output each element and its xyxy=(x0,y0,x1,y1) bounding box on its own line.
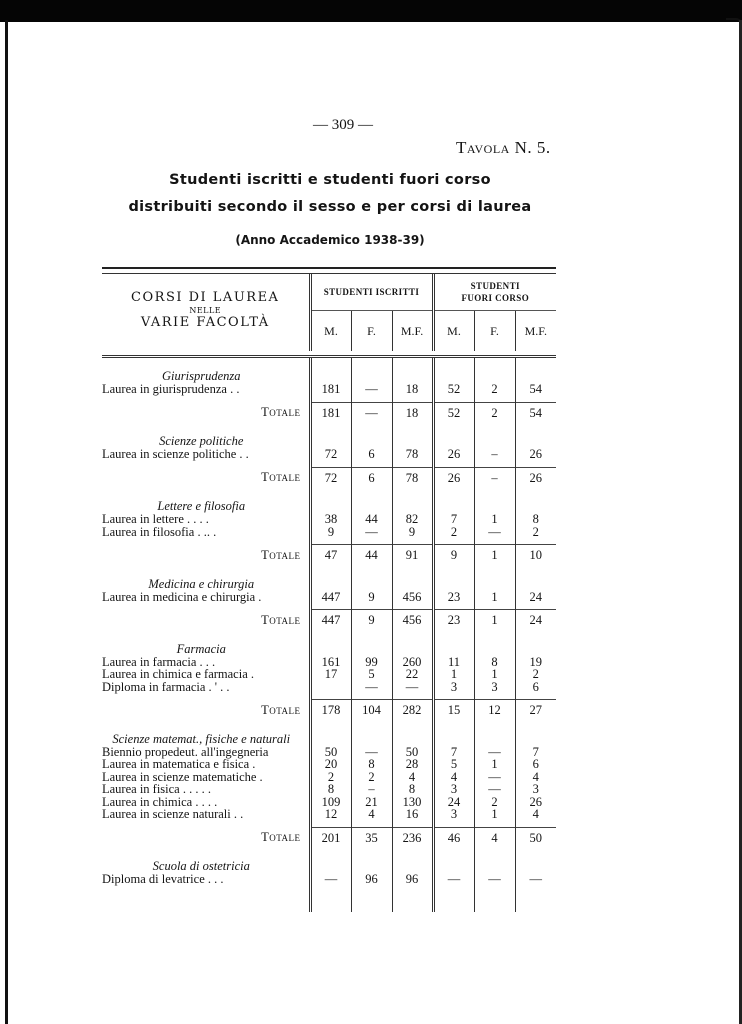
course-label: Laurea in farmacia . . . xyxy=(102,654,216,669)
value-cell: 16 xyxy=(392,808,433,821)
header-iscritti-f: F. xyxy=(351,311,392,352)
table-row xyxy=(102,668,556,681)
value-cell: 4 xyxy=(515,771,556,784)
value-cell: 3 xyxy=(433,681,474,694)
value-cell: — xyxy=(310,873,351,886)
page-title-line2: distribuiti secondo il sesso e per corsi di laurea xyxy=(128,199,532,215)
value-cell: 1 xyxy=(474,668,515,681)
value-cell xyxy=(310,681,351,694)
spacer-label xyxy=(102,566,310,578)
value-cell: 21 xyxy=(351,796,392,809)
empty-cell xyxy=(515,488,556,500)
value-cell: 20 xyxy=(310,758,351,771)
empty-cell xyxy=(474,733,515,746)
value-cell: 12 xyxy=(310,808,351,821)
table-row xyxy=(102,591,556,604)
value-cell: 8 xyxy=(351,758,392,771)
totale-cell: 9 xyxy=(433,545,474,566)
empty-cell xyxy=(351,488,392,500)
empty-cell xyxy=(351,733,392,746)
header-studenti-iscritti: STUDENTI ISCRITTI xyxy=(310,274,433,311)
section-title: Lettere e filosofia xyxy=(157,499,246,513)
value-cell: 78 xyxy=(392,448,433,461)
header-iscritti-mf: M.F. xyxy=(392,311,433,352)
course-label: Laurea in lettere . . . . xyxy=(102,512,209,526)
value-cell: 4 xyxy=(515,808,556,821)
value-cell: 7 xyxy=(515,746,556,759)
empty-cell xyxy=(392,848,433,860)
totale-cell: 27 xyxy=(515,700,556,721)
course-label: Laurea in medicina e chirurgia . xyxy=(102,589,262,604)
value-cell: 4 xyxy=(351,808,392,821)
totale-row xyxy=(102,402,556,423)
empty-cell xyxy=(310,566,351,578)
value-cell: 2 xyxy=(515,668,556,681)
table-tail xyxy=(102,886,556,912)
value-cell: 456 xyxy=(392,591,433,604)
empty-cell xyxy=(310,733,351,746)
table-row xyxy=(102,783,556,796)
value-cell: 28 xyxy=(392,758,433,771)
totale-cell: 50 xyxy=(515,827,556,848)
value-cell: — xyxy=(474,783,515,796)
value-cell: 1 xyxy=(474,513,515,526)
value-cell: 11 xyxy=(433,656,474,669)
value-cell: 8 xyxy=(515,513,556,526)
table-row xyxy=(102,383,556,396)
value-cell: 22 xyxy=(392,668,433,681)
section-title: Scuola di ostetricia xyxy=(152,859,250,873)
value-cell: – xyxy=(351,783,392,796)
empty-cell xyxy=(392,721,433,733)
totale-cell: 201 xyxy=(310,827,351,848)
course-label: Laurea in scienze politiche . . xyxy=(102,447,249,461)
totale-cell: 282 xyxy=(392,700,433,721)
totale-cell: 18 xyxy=(392,402,433,423)
header-iscritti-m: M. xyxy=(310,311,351,352)
totale-cell: 9 xyxy=(351,610,392,631)
top-rule xyxy=(102,267,556,274)
value-cell: 2 xyxy=(474,383,515,396)
header-label-line3: VARIE FACOLTÀ xyxy=(140,315,270,330)
header-fuori-mf: M.F. xyxy=(515,311,556,352)
value-cell: 3 xyxy=(515,783,556,796)
value-cell: 19 xyxy=(515,656,556,669)
value-cell: – xyxy=(474,448,515,461)
empty-cell xyxy=(515,643,556,656)
scan-top-border xyxy=(0,0,742,22)
totale-row xyxy=(102,467,556,488)
value-cell: 6 xyxy=(515,758,556,771)
course-label: Biennio propedeut. all'ingegneria xyxy=(102,744,269,759)
section-title: Medicina e chirurgia xyxy=(148,576,255,591)
spacer-row xyxy=(102,357,556,371)
spacer-row xyxy=(102,566,556,578)
totale-row xyxy=(102,827,556,848)
value-cell: 82 xyxy=(392,513,433,526)
totale-cell: 15 xyxy=(433,700,474,721)
value-cell: 5 xyxy=(433,758,474,771)
totale-label: Totale xyxy=(261,612,301,627)
course-label: Laurea in fisica . . . . . xyxy=(102,782,211,796)
totale-label: Totale xyxy=(261,405,301,419)
value-cell: — xyxy=(474,746,515,759)
value-cell: — xyxy=(515,873,556,886)
empty-cell xyxy=(433,423,474,435)
empty-cell xyxy=(351,357,392,371)
empty-cell xyxy=(392,423,433,435)
table-row xyxy=(102,526,556,539)
empty-cell xyxy=(310,578,351,591)
value-cell: 6 xyxy=(351,448,392,461)
empty-cell xyxy=(433,643,474,656)
totale-cell: 26 xyxy=(515,467,556,488)
totale-cell: – xyxy=(474,467,515,488)
empty-cell xyxy=(351,631,392,643)
totale-cell: 91 xyxy=(392,545,433,566)
section-title: Scienze politiche xyxy=(159,434,244,448)
totale-cell: 72 xyxy=(310,467,351,488)
course-label: Laurea in filosofia . .. . xyxy=(102,524,217,539)
value-cell: 99 xyxy=(351,656,392,669)
empty-cell xyxy=(392,578,433,591)
value-cell: — xyxy=(351,681,392,694)
empty-cell xyxy=(310,643,351,656)
spacer-label xyxy=(102,631,310,643)
value-cell: 447 xyxy=(310,591,351,604)
totale-cell: 1 xyxy=(474,545,515,566)
spacer-label xyxy=(102,721,310,733)
totale-cell: 52 xyxy=(433,402,474,423)
course-label: Laurea in giurisprudenza . . xyxy=(102,382,240,396)
totale-cell: 1 xyxy=(474,610,515,631)
section-title-row xyxy=(102,578,556,591)
totale-cell: 23 xyxy=(433,610,474,631)
value-cell: 17 xyxy=(310,668,351,681)
totale-cell: 178 xyxy=(310,700,351,721)
value-cell: — xyxy=(474,771,515,784)
empty-cell xyxy=(474,357,515,371)
value-cell: 24 xyxy=(433,796,474,809)
table-number: Tavola N. 5. xyxy=(456,138,551,157)
value-cell: 2 xyxy=(310,771,351,784)
totale-row xyxy=(102,610,556,631)
page-subtitle: (Anno Accademico 1938-39) xyxy=(235,233,425,247)
totale-cell: 456 xyxy=(392,610,433,631)
empty-cell xyxy=(433,566,474,578)
empty-cell xyxy=(351,643,392,656)
value-cell: 161 xyxy=(310,656,351,669)
totale-cell: — xyxy=(351,402,392,423)
header-fuori-f: F. xyxy=(474,311,515,352)
empty-cell xyxy=(392,566,433,578)
scan-left-edge xyxy=(5,20,8,1024)
empty-cell xyxy=(392,631,433,643)
empty-cell xyxy=(351,886,392,912)
totale-cell: 10 xyxy=(515,545,556,566)
value-cell: 1 xyxy=(474,808,515,821)
table-row xyxy=(102,758,556,771)
spacer-row xyxy=(102,631,556,643)
value-cell: 96 xyxy=(392,873,433,886)
empty-cell xyxy=(310,423,351,435)
course-label: Laurea in scienze matematiche . xyxy=(102,769,263,784)
empty-cell xyxy=(433,488,474,500)
value-cell: 8 xyxy=(310,783,351,796)
empty-cell xyxy=(515,631,556,643)
spacer-label xyxy=(102,357,310,371)
header-fuori-corso-line2: FUORI CORSO xyxy=(461,293,530,303)
totale-row xyxy=(102,700,556,721)
empty-cell xyxy=(474,578,515,591)
table-row xyxy=(102,513,556,526)
empty-cell xyxy=(474,488,515,500)
value-cell: — xyxy=(351,526,392,539)
table-row xyxy=(102,808,556,821)
empty-cell xyxy=(392,488,433,500)
empty-cell xyxy=(515,423,556,435)
empty-cell xyxy=(310,357,351,371)
empty-cell xyxy=(392,357,433,371)
value-cell: 96 xyxy=(351,873,392,886)
value-cell: 1 xyxy=(474,758,515,771)
totale-cell: 447 xyxy=(310,610,351,631)
empty-cell xyxy=(433,578,474,591)
empty-cell xyxy=(433,631,474,643)
totale-cell: 78 xyxy=(392,467,433,488)
course-label: Laurea in matematica e fisica . xyxy=(102,757,256,771)
empty-cell xyxy=(515,721,556,733)
empty-cell xyxy=(351,566,392,578)
value-cell: 38 xyxy=(310,513,351,526)
value-cell: 7 xyxy=(433,746,474,759)
empty-cell xyxy=(474,566,515,578)
value-cell: 2 xyxy=(433,526,474,539)
value-cell: 3 xyxy=(474,681,515,694)
totale-cell: 4 xyxy=(474,827,515,848)
empty-cell xyxy=(351,423,392,435)
header-fuori-m: M. xyxy=(433,311,474,352)
course-label: Laurea in chimica e farmacia . xyxy=(102,667,254,681)
value-cell: 4 xyxy=(392,771,433,784)
empty-cell xyxy=(310,886,351,912)
totale-cell: 44 xyxy=(351,545,392,566)
value-cell: 260 xyxy=(392,656,433,669)
value-cell: 4 xyxy=(433,771,474,784)
value-cell: 72 xyxy=(310,448,351,461)
value-cell: 3 xyxy=(433,783,474,796)
totale-cell: 26 xyxy=(433,467,474,488)
totale-cell: 24 xyxy=(515,610,556,631)
totale-cell: 2 xyxy=(474,402,515,423)
value-cell: 52 xyxy=(433,383,474,396)
value-cell: 24 xyxy=(515,591,556,604)
empty-cell xyxy=(474,631,515,643)
value-cell: — xyxy=(392,681,433,694)
section-title-row xyxy=(102,643,556,656)
value-cell: 6 xyxy=(515,681,556,694)
totale-cell: 54 xyxy=(515,402,556,423)
value-cell: — xyxy=(474,526,515,539)
header-fuori-corso xyxy=(433,274,556,311)
value-cell: 26 xyxy=(433,448,474,461)
course-label: Laurea in chimica . . . . xyxy=(102,794,218,809)
empty-cell xyxy=(351,578,392,591)
totale-cell: 236 xyxy=(392,827,433,848)
totale-label: Totale xyxy=(261,470,301,484)
value-cell: 50 xyxy=(310,746,351,759)
value-cell: 9 xyxy=(310,526,351,539)
empty-cell xyxy=(433,886,474,912)
totale-cell: 104 xyxy=(351,700,392,721)
value-cell: — xyxy=(474,873,515,886)
section-title: Scienze matemat., fisiche e naturali xyxy=(112,731,291,746)
totale-cell: 6 xyxy=(351,467,392,488)
value-cell: 3 xyxy=(433,808,474,821)
value-cell: 8 xyxy=(474,656,515,669)
table-body xyxy=(102,357,556,912)
value-cell: 9 xyxy=(351,591,392,604)
value-cell: 8 xyxy=(392,783,433,796)
empty-cell xyxy=(310,721,351,733)
value-cell: — xyxy=(351,383,392,396)
statistics-table xyxy=(102,274,556,912)
course-label: Laurea in scienze naturali . . xyxy=(102,807,244,821)
empty-cell xyxy=(515,578,556,591)
empty-cell xyxy=(310,848,351,860)
totale-label: Totale xyxy=(261,830,301,844)
empty-cell xyxy=(474,886,515,912)
empty-cell xyxy=(474,848,515,860)
empty-cell xyxy=(392,643,433,656)
value-cell: 50 xyxy=(392,746,433,759)
value-cell: 181 xyxy=(310,383,351,396)
totale-cell: 12 xyxy=(474,700,515,721)
value-cell: — xyxy=(351,746,392,759)
page-number: — 309 — xyxy=(313,117,373,133)
empty-cell xyxy=(351,721,392,733)
header-course-label xyxy=(102,274,310,351)
table-row xyxy=(102,873,556,886)
empty-cell xyxy=(474,423,515,435)
value-cell: 54 xyxy=(515,383,556,396)
totale-label: Totale xyxy=(261,702,301,717)
header-fuori-corso-line1: STUDENTI xyxy=(470,281,520,291)
value-cell: 2 xyxy=(515,526,556,539)
totale-cell: 181 xyxy=(310,402,351,423)
empty-cell xyxy=(515,733,556,746)
empty-cell xyxy=(351,848,392,860)
empty-cell xyxy=(474,721,515,733)
section-title: Farmacia xyxy=(176,641,226,656)
empty-cell xyxy=(515,886,556,912)
empty-cell xyxy=(433,721,474,733)
value-cell: 26 xyxy=(515,448,556,461)
header-label-line1: CORSI DI LAUREA xyxy=(131,290,280,305)
course-label: Diploma di levatrice . . . xyxy=(102,872,224,886)
empty-cell xyxy=(515,566,556,578)
value-cell: — xyxy=(433,873,474,886)
empty-cell xyxy=(433,357,474,371)
value-cell: 109 xyxy=(310,796,351,809)
empty-cell xyxy=(474,643,515,656)
spacer-row xyxy=(102,721,556,733)
empty-cell xyxy=(433,733,474,746)
value-cell: 44 xyxy=(351,513,392,526)
tail-label xyxy=(102,886,310,912)
value-cell: 18 xyxy=(392,383,433,396)
empty-cell xyxy=(515,848,556,860)
value-cell: 1 xyxy=(433,668,474,681)
value-cell: 23 xyxy=(433,591,474,604)
header-label-line2: NELLE xyxy=(189,306,222,315)
empty-cell xyxy=(392,733,433,746)
totale-cell: 46 xyxy=(433,827,474,848)
section-title-row xyxy=(102,733,556,746)
empty-cell xyxy=(433,848,474,860)
value-cell: 7 xyxy=(433,513,474,526)
empty-cell xyxy=(310,631,351,643)
totale-cell: 47 xyxy=(310,545,351,566)
course-label: Diploma in farmacia . ' . . xyxy=(102,679,230,694)
totale-cell: 35 xyxy=(351,827,392,848)
value-cell: 9 xyxy=(392,526,433,539)
value-cell: 26 xyxy=(515,796,556,809)
empty-cell xyxy=(515,357,556,371)
value-cell: 1 xyxy=(474,591,515,604)
statistics-table-container xyxy=(102,267,556,912)
table-row xyxy=(102,448,556,461)
page-title-line1: Studenti iscritti e studenti fuori corso xyxy=(169,172,491,188)
value-cell: 130 xyxy=(392,796,433,809)
value-cell: 2 xyxy=(474,796,515,809)
empty-cell xyxy=(310,488,351,500)
value-cell: 2 xyxy=(351,771,392,784)
empty-cell xyxy=(392,886,433,912)
table-row xyxy=(102,681,556,694)
section-title: Giurisprudenza xyxy=(162,369,241,383)
value-cell: 5 xyxy=(351,668,392,681)
totale-row xyxy=(102,545,556,566)
totale-label: Totale xyxy=(261,547,301,562)
